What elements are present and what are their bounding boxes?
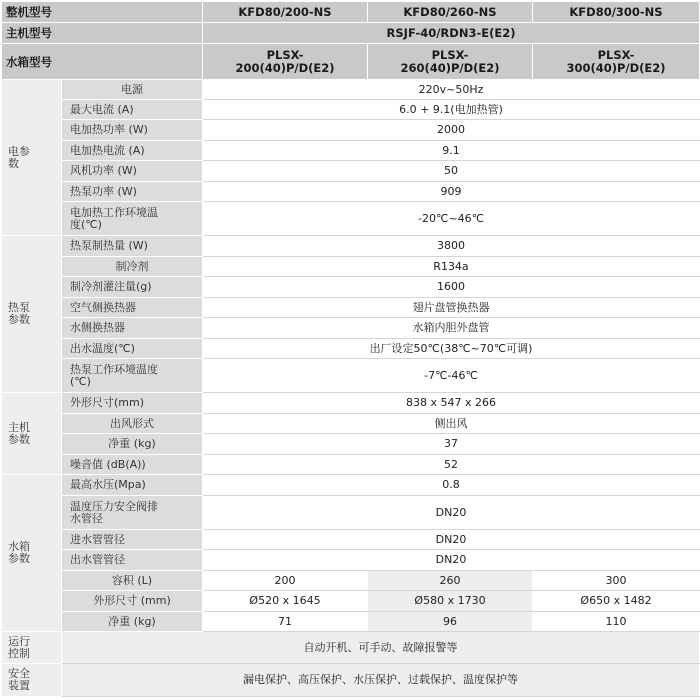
row-value: 2000 bbox=[203, 120, 700, 141]
row-value: 自动开机、可手动、故障报警等 bbox=[62, 632, 700, 664]
host-model: RSJF-40/RDN3-E(E2) bbox=[203, 23, 700, 44]
section-electrical: 电参 数 bbox=[2, 80, 62, 236]
cell-value: Ø520 x 1645 bbox=[203, 591, 368, 612]
table-row bbox=[2, 318, 700, 339]
row-label: 出风形式 bbox=[62, 414, 203, 434]
cell-value: 260 bbox=[368, 571, 533, 591]
model-2: KFD80/260-NS bbox=[368, 2, 533, 23]
model-1: KFD80/200-NS bbox=[203, 2, 368, 23]
cell-value: 71 bbox=[203, 612, 368, 632]
row-value: 220v~50Hz bbox=[203, 80, 700, 100]
row-label: 风机功率 (W) bbox=[62, 161, 203, 182]
row-value: 漏电保护、高压保护、水压保护、过载保护、温度保护等 bbox=[62, 664, 700, 697]
row-value: DN20 bbox=[203, 530, 700, 550]
spec-table bbox=[1, 1, 700, 697]
row-label: 空气侧换热器 bbox=[62, 298, 203, 318]
table-row bbox=[2, 591, 700, 612]
table-row bbox=[2, 339, 700, 359]
model-3: KFD80/300-NS bbox=[533, 2, 700, 23]
row-label: 容积 (L) bbox=[62, 571, 203, 591]
table-row bbox=[2, 359, 700, 393]
table-row bbox=[2, 530, 700, 550]
row-value: 3800 bbox=[203, 236, 700, 257]
row-value: 52 bbox=[203, 455, 700, 475]
tank-model-2: PLSX- 260(40)P/D(E2) bbox=[368, 44, 533, 80]
table-row bbox=[2, 455, 700, 475]
table-row bbox=[2, 664, 700, 697]
row-label: 水侧换热器 bbox=[62, 318, 203, 339]
row-label: 电加热功率 (W) bbox=[62, 120, 203, 141]
row-value: R134a bbox=[203, 257, 700, 277]
row-label: 出水温度(℃) bbox=[62, 339, 203, 359]
table-row bbox=[2, 475, 700, 496]
table-row bbox=[2, 550, 700, 571]
row-label: 制冷剂 bbox=[62, 257, 203, 277]
header-row-tank bbox=[2, 44, 700, 80]
section-safety: 安全 装置 bbox=[2, 664, 62, 697]
row-value: 水箱内胆外盘管 bbox=[203, 318, 700, 339]
row-label: 温度压力安全阀排 水管径 bbox=[62, 496, 203, 530]
header-row-model bbox=[2, 2, 700, 23]
row-label: 噪音值 (dB(A)) bbox=[62, 455, 203, 475]
table-row bbox=[2, 434, 700, 455]
row-value: -20℃~46℃ bbox=[203, 202, 700, 236]
row-value: DN20 bbox=[203, 550, 700, 571]
table-row bbox=[2, 298, 700, 318]
row-label: 电源 bbox=[62, 80, 203, 100]
row-value: 838 x 547 x 266 bbox=[203, 393, 700, 414]
header-row-host bbox=[2, 23, 700, 44]
table-row bbox=[2, 141, 700, 161]
cell-value: Ø580 x 1730 bbox=[368, 591, 533, 612]
row-value: 0.8 bbox=[203, 475, 700, 496]
row-label: 热泵制热量 (W) bbox=[62, 236, 203, 257]
row-value: -7℃-46℃ bbox=[203, 359, 700, 393]
row-label: 净重 (kg) bbox=[62, 434, 203, 455]
cell-value: 300 bbox=[533, 571, 700, 591]
row-value: 翅片盘管换热器 bbox=[203, 298, 700, 318]
table-row bbox=[2, 161, 700, 182]
row-value: 侧出风 bbox=[203, 414, 700, 434]
section-host: 主机 参数 bbox=[2, 393, 62, 475]
row-label: 电加热工作环境温 度(℃) bbox=[62, 202, 203, 236]
section-tank: 水箱 参数 bbox=[2, 475, 62, 632]
row-label: 最大电流 (A) bbox=[62, 100, 203, 120]
table-row bbox=[2, 632, 700, 664]
table-row bbox=[2, 414, 700, 434]
table-row bbox=[2, 571, 700, 591]
row-label: 净重 (kg) bbox=[62, 612, 203, 632]
row-label: 电加热电流 (A) bbox=[62, 141, 203, 161]
section-heatpump: 热泵 参数 bbox=[2, 236, 62, 393]
table-row bbox=[2, 236, 700, 257]
table-row bbox=[2, 257, 700, 277]
table-row bbox=[2, 612, 700, 632]
row-value: 50 bbox=[203, 161, 700, 182]
row-value: 1600 bbox=[203, 277, 700, 298]
row-value: 出厂设定50℃(38℃~70℃可调) bbox=[203, 339, 700, 359]
row-value: 6.0 + 9.1(电加热管) bbox=[203, 100, 700, 120]
row-value: 909 bbox=[203, 182, 700, 202]
row-value: 37 bbox=[203, 434, 700, 455]
table-row bbox=[2, 202, 700, 236]
row-label: 出水管管径 bbox=[62, 550, 203, 571]
row-label: 热泵工作环境温度 (℃) bbox=[62, 359, 203, 393]
section-operation: 运行 控制 bbox=[2, 632, 62, 664]
row-value: 9.1 bbox=[203, 141, 700, 161]
table-row bbox=[2, 496, 700, 530]
cell-value: Ø650 x 1482 bbox=[533, 591, 700, 612]
table-row bbox=[2, 120, 700, 141]
cell-value: 110 bbox=[533, 612, 700, 632]
row-label: 制冷剂灌注量(g) bbox=[62, 277, 203, 298]
tank-label: 水箱型号 bbox=[2, 44, 203, 80]
table-row bbox=[2, 80, 700, 100]
cell-value: 96 bbox=[368, 612, 533, 632]
model-label: 整机型号 bbox=[2, 2, 203, 23]
row-label: 最高水压(Mpa) bbox=[62, 475, 203, 496]
table-row bbox=[2, 277, 700, 298]
row-label: 进水管管径 bbox=[62, 530, 203, 550]
table-row bbox=[2, 100, 700, 120]
host-label: 主机型号 bbox=[2, 23, 203, 44]
row-label: 外形尺寸(mm) bbox=[62, 393, 203, 414]
tank-model-3: PLSX- 300(40)P/D(E2) bbox=[533, 44, 700, 80]
table-row bbox=[2, 182, 700, 202]
cell-value: 200 bbox=[203, 571, 368, 591]
row-label: 热泵功率 (W) bbox=[62, 182, 203, 202]
row-value: DN20 bbox=[203, 496, 700, 530]
table-row bbox=[2, 393, 700, 414]
row-label: 外形尺寸 (mm) bbox=[62, 591, 203, 612]
tank-model-1: PLSX- 200(40)P/D(E2) bbox=[203, 44, 368, 80]
